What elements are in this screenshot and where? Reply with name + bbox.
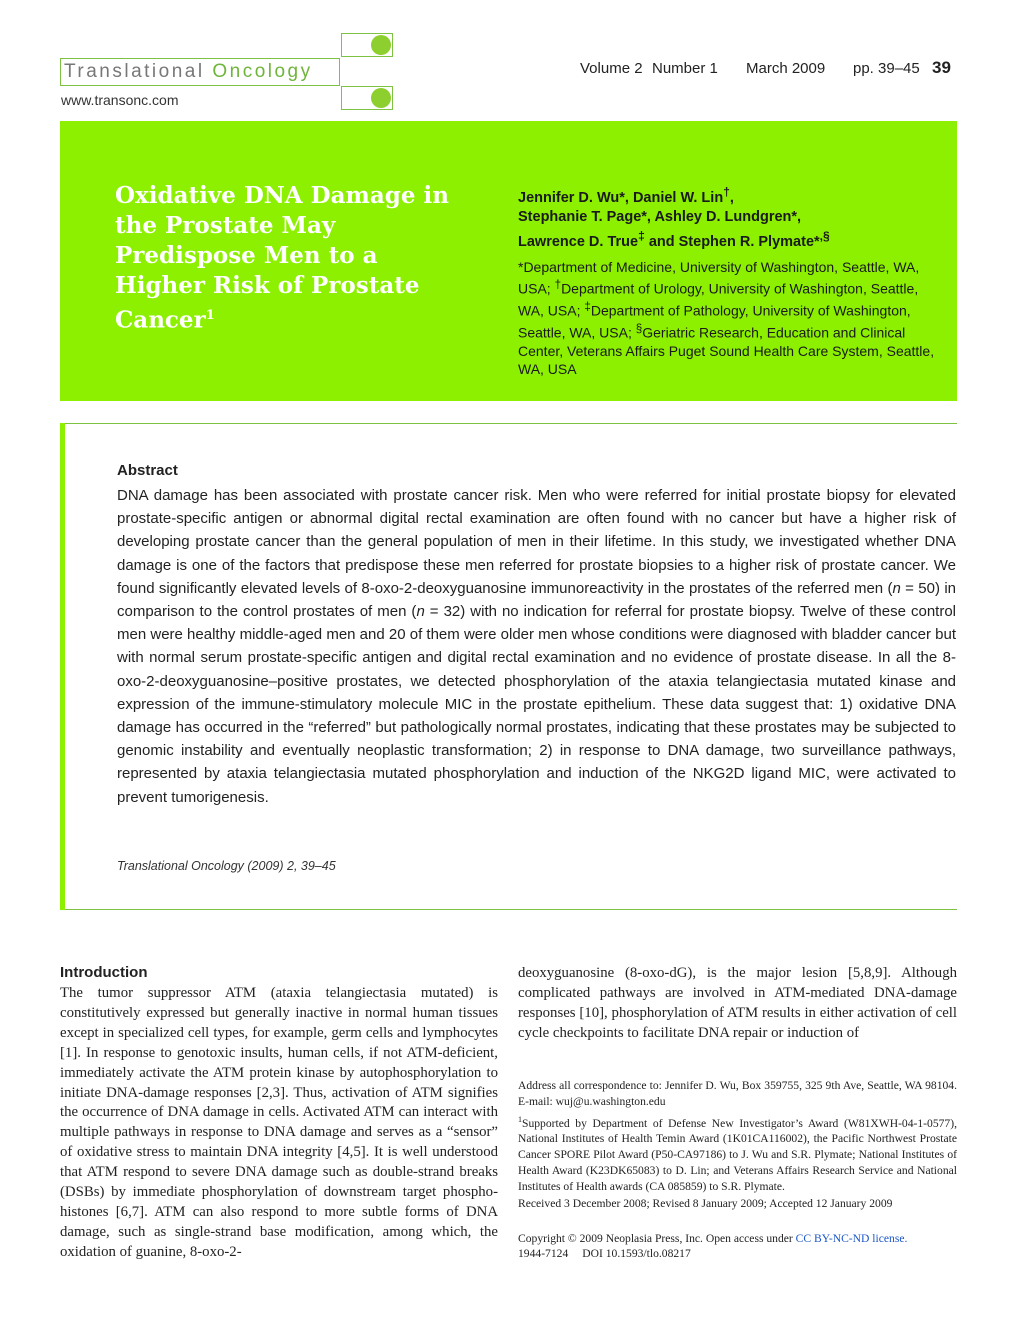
authors-line-1: Jennifer D. Wu*, Daniel W. Lin <box>518 189 724 206</box>
abstract-n-1: n <box>892 579 901 597</box>
license-link[interactable]: CC BY-NC-ND license. <box>795 1232 908 1245</box>
body-left-column: The tumor suppressor ATM (ataxia telangiectasia mutated) is constitutively expressed but generally inactive in normal human tissues except in specialized cell types, for example, germ cells and lymphocytes [1]. In response to genotoxic insults, human cells, if not ATM-deficient, immediately activate the ATM protein kinase by autophosphorylation to initiate DNA-damage responses [2,3]. Thus, activation of ATM signifies the occurrence of DNA damage in cells. Activated ATM can interact with multiple pathways in response to DNA damage and serves as a “sensor” of oxidative stress to maintain DNA integrity [4,5]. It is well understood that ATM respond to severe DNA damage such as double-strand breaks (DSBs) by immediate phosphorylation of downstream target phospho-histones [6,7]. ATM can also respond to more subtle forms of DNA damage, such as single-strand base modification, among which, the oxidation of guanine, 8-oxo-2- <box>60 985 498 1260</box>
affiliation-b: Department of Urology, University of Washington, Seattle, WA, USA; <box>518 280 919 319</box>
author-marker-section: ,§ <box>819 228 830 243</box>
received-dates: Received 3 December 2008; Revised 8 January 2009; Accepted 12 January 2009 <box>518 1197 893 1211</box>
affil-marker-3: § <box>635 322 643 336</box>
article-title-text: Oxidative DNA Damage in the Prostate May Predispose Men to a Higher Risk of Prostate Cancer <box>115 182 449 334</box>
copyright-block <box>518 1231 957 1261</box>
body-right-column: deoxyguanosine (8-oxo-dG), is the major lesion [5,8,9]. Although complicated pathways are involved in ATM-mediated DNA-damage responses [10], phosphorylation of ATM results in either activation of cell cycle checkpoints to facilitate DNA repair or induction of <box>518 965 957 1041</box>
page-range: pp. 39–45 <box>853 60 920 77</box>
abstract-part-1: DNA damage has been associated with prostate cancer risk. Men who were referred for initial prostate biopsy for elevated prostate-specific antigen or abnormal digital rectal examination are often found with no cancer but have a higher risk of developing prostate cancer than the general population of men in their lifetime. In this study, we investigated whether DNA damage is one of the factors that predispose these men referred for prostate biopsies to a higher risk of prostate cancer. We found significantly elevated levels of 8-oxo-2-deoxyguanosine immunoreactivity in the prostates of the referred men ( <box>117 487 956 597</box>
logo-dot-bottom <box>371 88 391 108</box>
logo-dot-top <box>371 35 391 55</box>
affil-marker-1: † <box>554 278 562 292</box>
introduction-heading: Introduction <box>60 964 148 981</box>
affiliation-d: Geriatric Research, Education and Clinical Center, Veterans Affairs Puget Sound Health Care System, Seattle, WA, USA <box>518 324 935 378</box>
abstract-heading: Abstract <box>117 462 178 479</box>
abstract-part-2: = 50) in comparison to the control prostates of men ( <box>117 579 956 621</box>
authors-line-3a: Lawrence D. True <box>518 233 639 250</box>
title-footnote-marker: 1 <box>205 308 215 323</box>
doi: DOI 10.1593/tlo.08217 <box>582 1247 691 1260</box>
affiliation-a: *Department of Medicine, University of Washington, Seattle, WA, USA; <box>518 259 920 297</box>
journal-url[interactable]: www.transonc.com <box>61 92 179 108</box>
journal-name-part2: Oncology <box>212 61 313 82</box>
issn: 1944-7124 <box>518 1247 569 1260</box>
copyright-text: Copyright © 2009 Neoplasia Press, Inc. Open access under <box>518 1232 796 1245</box>
page-number: 39 <box>932 58 951 77</box>
affiliation-c: Department of Pathology, University of Washington, Seattle, WA, USA; <box>518 302 911 341</box>
journal-logo <box>64 58 313 86</box>
issue-number: Number 1 <box>652 60 718 77</box>
abstract-text <box>117 484 956 809</box>
abstract-accent-bar <box>60 423 65 910</box>
author-list <box>518 183 938 252</box>
affil-marker-2: ‡ <box>584 300 591 314</box>
title-block <box>60 121 957 401</box>
volume: Volume 2 <box>580 60 643 77</box>
author-marker-ddagger: ‡ <box>638 228 645 243</box>
issue-date: March 2009 <box>746 60 826 77</box>
authors-line-2: Stephanie T. Page*, Ashley D. Lundgren*, <box>518 208 802 225</box>
journal-name-part1: Translational <box>64 61 213 82</box>
abstract-n-2: n <box>416 603 425 621</box>
abstract-part-3: = 32) with no indication for referral for prostate biopsy. Twelve of these control men were healthy middle-aged men and 20 of them were older men whose conditions were diagnosed with bladder cancer but with normal serum prostate-specific antigen and digital rectal examination and no evidence of prostate disease. In all the 8-oxo-2-deoxyguanosine–positive prostates, we detected phosphorylation of the ataxia telangiectasia mutated kinase and expression of the immune-stimulatory molecule MIC in the prostate epithelium. These data suggest that: 1) oxidative DNA damage has occurred in the “referred” but pathologically normal prostates, indicating that these prostates may be subjected to genomic instability and eventually neoplastic transformation; 2) in response to DNA damage, two surveillance pathways, represented by ataxia telangiectasia mutated phosphorylation and induction of the NKG2D ligand MIC, were activated to prevent tumorigenesis. <box>117 603 956 806</box>
authors-line-1-end: , <box>729 189 734 206</box>
article-citation: Translational Oncology (2009) 2, 39–45 <box>117 859 336 873</box>
correspondence-note: Address all correspondence to: Jennifer D. Wu, Box 359755, 325 9th Ave, Seattle, WA 98104. E-mail: wuj@u.washington.edu <box>518 1079 957 1108</box>
authors-line-3b: and Stephen R. Plymate* <box>644 233 820 250</box>
support-text: Supported by Department of Defense New Investigator’s Award (W81XWH-04-1-0577), National Institutes of Health Temin Award (1K01CA116002), the Pacific Northwest Prostate Cancer SPORE Pilot Award (P50-CA97186) to J. Wu and S.R. Plymate; National Institutes of Health Award (K23DK65083) to D. Lin; and Veterans Affairs Research Service and National Institutes of Health awards (CA 085859) to S.R. Plymate. <box>518 1116 957 1193</box>
support-note <box>518 1112 957 1195</box>
author-marker-dagger: † <box>723 185 730 199</box>
support-marker: 1 <box>518 1114 522 1124</box>
footnotes <box>518 1078 957 1214</box>
article-title <box>115 181 465 336</box>
affiliations <box>518 258 938 379</box>
